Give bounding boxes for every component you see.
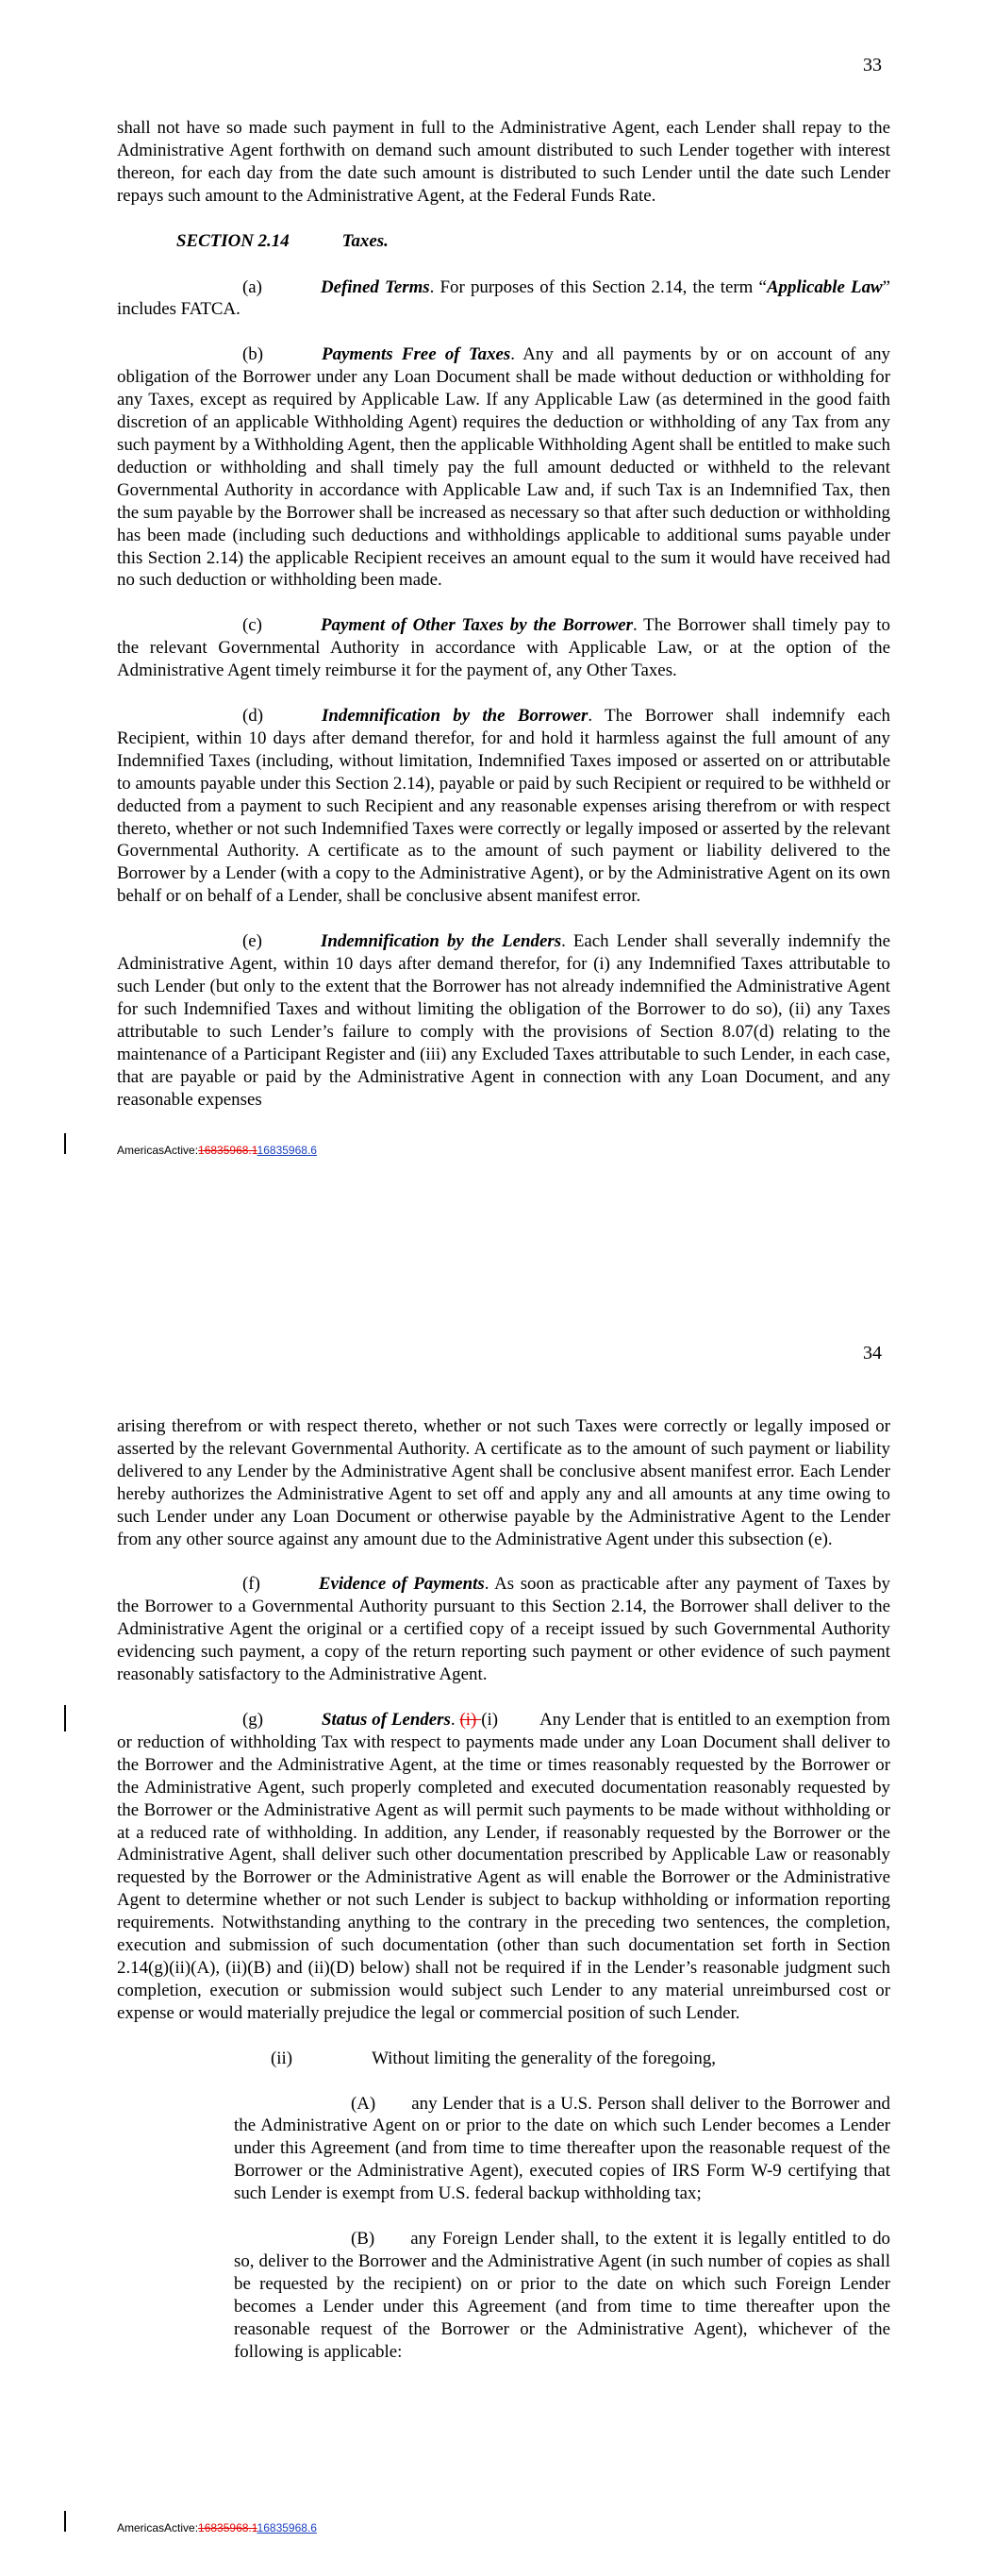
clause-text: . The Borrower shall timely pay to the relevant Governmental Authority in accordance with Applicable Law, or at the option of the Administrative Agent timely reimburse it for the payment of, any Other Taxes. xyxy=(117,615,890,681)
docid-prefix: AmericasActive: xyxy=(117,1144,199,1157)
inserted-text: 16835968.6 xyxy=(257,2521,317,2534)
section-label: SECTION 2.14 xyxy=(176,230,290,251)
paragraph-g xyxy=(117,1709,890,2025)
paragraph-c xyxy=(117,614,890,682)
clause-heading: Evidence of Payments xyxy=(318,1574,485,1595)
clause-text: . As soon as practicable after any payment of Taxes by the Borrower to a Governmental Authority pursuant to this Section 2.14, the Borrower shall deliver to the Administrative Agent the original or a certified copy of a receipt issued by such Governmental Authority evidencing such payment, a copy of the return reporting such payment or other evidence of such payment reasonably satisfactory to the Administrative Agent. xyxy=(117,1574,890,1685)
deleted-text: (i) xyxy=(459,1709,482,1730)
paragraph-ii xyxy=(117,2048,890,2070)
clause-heading: Indemnification by the Borrower xyxy=(322,706,589,727)
change-bar xyxy=(64,1705,66,1731)
paragraph-d xyxy=(117,705,890,908)
clause-heading: Indemnification by the Lenders xyxy=(320,931,562,952)
carryover-paragraph: shall not have so made such payment in full to the Administrative Agent, each Lender shall repay to the Administrative Agent forthwith on demand such amount distributed to such Lender together with interest thereon, for each day from the date such amount is distributed to such Lender until the date such Lender repays such amount to the Administrative Agent, at the Federal Funds Rate. xyxy=(117,118,890,206)
clause-text: . For purposes of this Section 2.14, the term “ xyxy=(429,276,767,297)
paragraph-f xyxy=(117,1573,890,1686)
clause-heading: Payment of Other Taxes by the Borrower xyxy=(320,615,633,636)
clause-text: . xyxy=(450,1709,460,1730)
carryover-paragraph: arising therefrom or with respect thereto, whether or not such Taxes were correctly or legally imposed or asserted by the relevant Governmental Authority. A certificate as to the amount of such payment or liability delivered to any Lender by the Administrative Agent shall be conclusive absent manifest error. Each Lender hereby authorizes the Administrative Agent to set off and apply any and all amounts at any time owing to such Lender under any Loan Document or otherwise payable by the Administrative Agent to the Lender from any other source against any amount due to the Administrative Agent under this subsection (e). xyxy=(117,1416,890,1549)
clause-heading: Status of Lenders xyxy=(322,1709,451,1730)
clause-text: any Foreign Lender shall, to the extent it is legally entitled to do so, deliver to the Borrower and the Administrative Agent (in such number of copies as shall be requested by the recipient) on or prior to the date on which such Foreign Lender becomes a Lender under this Agreement (and from time to time thereafter upon the reasonable request of the Borrower or the Administrative Agent), whichever of the following is applicable: xyxy=(234,2229,890,2362)
page-body xyxy=(117,1415,890,2386)
clause-number: (e) xyxy=(242,931,262,952)
clause-number: (b) xyxy=(242,344,264,365)
docid-prefix: AmericasActive: xyxy=(117,2521,199,2534)
clause-number: (c) xyxy=(242,615,262,636)
clause-number: (f) xyxy=(242,1574,260,1595)
page-number: 34 xyxy=(863,1343,882,1363)
page-body xyxy=(117,117,890,1133)
subclause-number: (i) xyxy=(481,1709,499,1730)
paragraph-a xyxy=(117,276,890,322)
section-title: Taxes. xyxy=(341,230,389,251)
clause-heading: Payments Free of Taxes xyxy=(322,344,511,365)
deleted-text: 16835968.1 xyxy=(198,1144,257,1157)
footer-docid xyxy=(117,1144,317,1157)
defined-term: Applicable Law xyxy=(766,276,883,297)
clause-number: (g) xyxy=(242,1709,264,1730)
clause-text: Without limiting the generality of the foregoing, xyxy=(372,2048,716,2068)
subclause-number: (B) xyxy=(351,2229,375,2250)
deleted-text: 16835968.1 xyxy=(198,2521,257,2534)
paragraph-e xyxy=(117,930,890,1111)
clause-heading: Defined Terms xyxy=(320,276,430,297)
clause-text: Any Lender that is entitled to an exemption from or reduction of withholding Tax with respect to payments made under any Loan Document shall deliver to the Borrower and the Administrative Agent, at the time or times reasonably requested by the Borrower or the Administrative Agent, such properly completed and executed documentation reasonably requested by the Borrower or the Administrative Agent as will permit such payments to be made without withholding or at a reduced rate of withholding. In addition, any Lender, if reasonably requested by the Borrower or the Administrative Agent, shall deliver such other documentation prescribed by Applicable Law or reasonably requested by the Borrower or the Administrative Agent as will enable the Borrower or the Administrative Agent to determine whether or not such Lender is subject to backup withholding or information reporting requirements. Notwithstanding anything to the contrary in the preceding two sentences, the completion, execution and submission of such documentation (other than such documentation set forth in Section 2.14(g)(ii)(A), (ii)(B) and (ii)(D) below) shall not be required if in the Lender’s reasonable judgment such completion, execution or submission would subject such Lender to any material unreimbursed cost or expense or would materially prejudice the legal or commercial position of such Lender. xyxy=(117,1709,890,2023)
footer-docid xyxy=(117,2521,317,2534)
page-number: 33 xyxy=(863,55,882,75)
clause-text: . Any and all payments by or on account of any obligation of the Borrower under any Loan Document shall be made without deduction or withholding for any Taxes, except as required by Applicable Law. If any Applicable Law (as determined in the good faith discretion of an applicable Withholding Agent) requires the deduction or withholding of any Tax from any such payment by a Withholding Agent, then the applicable Withholding Agent shall be entitled to make such deduction or withholding and shall timely pay the full amount deducted or withheld to the relevant Governmental Authority in accordance with Applicable Law and, if such Tax is an Indemnified Tax, then the sum payable by the Borrower shall be increased as necessary so that after such deduction or withholding has been made (including such deductions and withholdings applicable to additional sums payable under this Section 2.14) the applicable Recipient receives an amount equal to the sum it would have received had no such deduction or withholding been made. xyxy=(117,344,890,591)
paragraph-A xyxy=(234,2093,890,2206)
clause-number: (a) xyxy=(242,276,262,297)
clause-text: any Lender that is a U.S. Person shall deliver to the Borrower and the Administrative Agent on or prior to the date on which such Lender becomes a Lender under this Agreement (and from time to time thereafter upon the reasonable request of the Borrower or the Administrative Agent), executed copies of IRS Form W-9 certifying that such Lender is exempt from U.S. federal backup withholding tax; xyxy=(234,2093,890,2204)
subclause-number: (ii) xyxy=(271,2048,293,2068)
paragraph-B xyxy=(234,2228,890,2363)
inserted-text: 16835968.6 xyxy=(257,1144,317,1157)
clause-text: . Each Lender shall severally indemnify the Administrative Agent, within 10 days after demand therefor, for (i) any Indemnified Taxes attributable to such Lender (but only to the extent that the Borrower has not already indemnified the Administrative Agent for such Indemnified Taxes and without limiting the obligation of the Borrower to do so), (ii) any Taxes attributable to such Lender’s failure to comply with the provisions of Section 8.07(d) relating to the maintenance of a Participant Register and (iii) any Excluded Taxes attributable to such Lender, in each case, that are payable or paid by the Administrative Agent in connection with any Loan Document, and any reasonable expenses xyxy=(117,931,891,1110)
change-bar xyxy=(64,2511,66,2532)
paragraph-b xyxy=(117,343,890,592)
section-heading xyxy=(117,230,890,253)
clause-text: ” includes FATCA. xyxy=(117,276,891,320)
page-34 xyxy=(0,1288,995,2576)
clause-text: . The Borrower shall indemnify each Recipient, within 10 days after demand therefor, for and hold it harmless against the full amount of any Indemnified Taxes (including, without limitation, Indemnified Taxes imposed or asserted on or attributable to amounts payable under this Section 2.14), payable or paid by such Recipient or required to be withheld or deducted from a payment to such Recipient and any reasonable expenses arising therefrom or with respect thereto, whether or not such Indemnified Taxes were correctly or legally imposed or asserted by the relevant Governmental Authority. A certificate as to the amount of such payment or liability delivered to the Borrower by a Lender (with a copy to the Administrative Agent), or by the Administrative Agent on its own behalf or on behalf of a Lender, shall be conclusive absent manifest error. xyxy=(117,706,890,907)
subclause-number: (A) xyxy=(351,2093,376,2114)
clause-number: (d) xyxy=(242,706,264,727)
change-bar xyxy=(64,1133,66,1154)
